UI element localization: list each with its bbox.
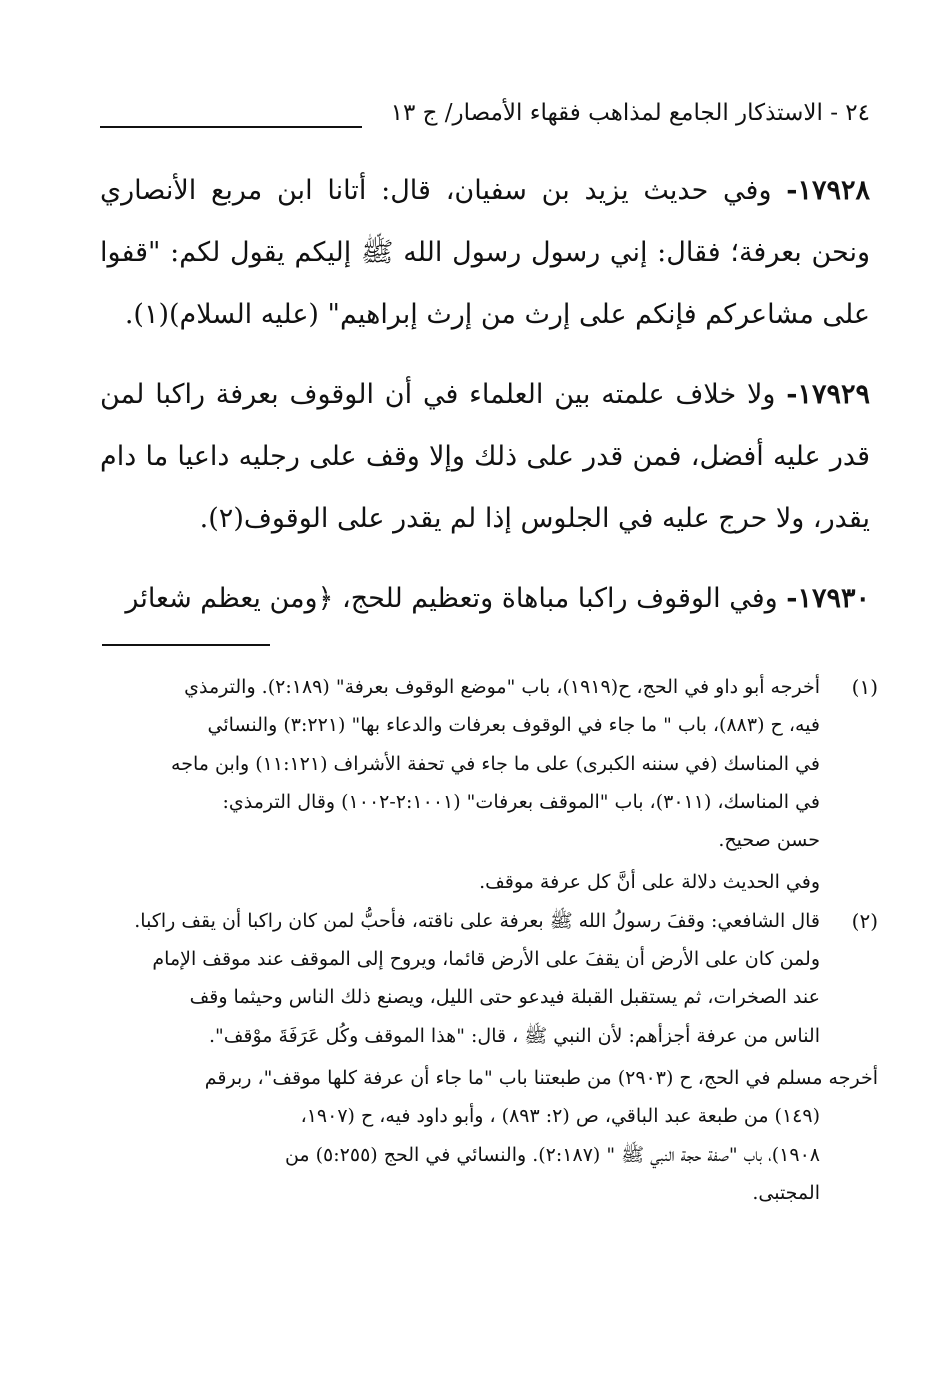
footnote-separator: [102, 644, 270, 646]
footnote-line: فيه، ح (٨٨٣)، باب " ما جاء في الوقوف بعرفات والدعاء بها" (٣:٢٢١) والنسائي: [207, 714, 820, 737]
footnote-line: في المناسك (في سننه الكبرى) على ما جاء في تحفة الأشراف (١١:١٢١) وابن ماجه: [171, 752, 820, 775]
footnote-number: (٢): [851, 908, 878, 933]
paragraph-text: ولا خلاف علمته بين العلماء في أن الوقوف بعرفة راكبا لمن قدر عليه أفضل، فمن قدر على ذلك وإلا وقف على رجليه داعيا ما دام يقدر، ولا حرج عليه في الجلوس إذا لم يقدر على الوقوف(٢).: [100, 379, 870, 534]
footnote-number: (١): [851, 675, 878, 699]
paragraph-text: وفي الوقوف راكبا مباهاة وتعظيم للحج، ﴿ومن يعظم شعائر: [125, 583, 778, 614]
footnote-line: قال الشافعي: وقفَ رسولُ الله ﷺ بعرفة على ناقته، فأحبُّ لمن كان راكبا أن يقف راكبا.: [134, 909, 820, 932]
footnote-note: وفي الحديث دلالة على أنَّ كل عرفة موقف.: [479, 871, 820, 894]
footnote: [100, 902, 878, 1055]
paragraph: [100, 568, 870, 630]
paragraph-number: ١٧٩٣٠-: [786, 583, 870, 614]
footnote-continuation-line: المجتبى.: [752, 1181, 820, 1204]
footnote-line: أخرجه أبو داو في الحج، ح(١٩١٩)، باب "موضع الوقوف بعرفة" (٢:١٨٩). والترمذي: [184, 676, 820, 698]
footnote-line: عند الصخرات، ثم يستقبل القبلة فيدعو حتى الليل، ويصنع ذلك الناس وحيثما وقف: [189, 986, 820, 1009]
paragraph-text: وفي حديث يزيد بن سفيان، قال: أتانا ابن مربع الأنصاري ونحن بعرفة؛ فقال: إني رسول رسول الله ﷺ إليكم يقول لكم: "قفوا على مشاعركم فإنكم على إرث من إرث إبراهيم" (عليه السلام)(١).: [100, 175, 870, 330]
running-header-text: ٢٤ - الاستذكار الجامع لمذاهب فقهاء الأمصار/ ج ١٣: [390, 100, 870, 126]
footnotes: [100, 668, 878, 1212]
footnote-continuation-line: أخرجه مسلم في الحج، ح (٢٩٠٣) من طبعتنا باب "ما جاء أن عرفة كلها موقف"، ربرقم: [204, 1066, 878, 1089]
footnote-body: [100, 668, 820, 859]
footnote-continuation-line: (١٤٩) من طبعة عبد الباقي، ص (٢: ٨٩٣) ، وأبو داود فيه، ح (١٩٠٧،: [300, 1105, 820, 1128]
footnote: [100, 668, 878, 859]
footnote-line: ولمن كان على الأرض أن يقفَ على الأرض قائما، ويروح إلى الموقف عند موقف الإمام: [152, 948, 820, 971]
running-header: [100, 100, 870, 140]
footnote-line: حسن صحيح.: [718, 829, 820, 852]
footnote-line: في المناسك، (٣٠١١)، باب "الموقف بعرفات" (٢:١٠٠١-١٠٠٢) وقال الترمذي:: [222, 790, 820, 813]
footnote-body: [100, 902, 820, 1055]
paragraph-number: ١٧٩٢٨-: [786, 175, 870, 206]
footnote-line: الناس من عرفة أجزأهم: لأن النبي ﷺ ، قال: "هذا الموقف وكُل عَرَفَةَ موْقف".: [208, 1024, 820, 1047]
footnote-continuation-line: ١٩٠٨)، باب "صفة حجة النبي ﷺ " (٢:١٨٧). والنسائي في الحج (٥:٢٥٥) من: [284, 1143, 820, 1166]
header-rule: [100, 126, 362, 128]
paragraph: [100, 160, 870, 346]
paragraph: [100, 364, 870, 550]
paragraph-number: ١٧٩٢٩-: [786, 379, 870, 410]
main-text: [100, 160, 870, 648]
